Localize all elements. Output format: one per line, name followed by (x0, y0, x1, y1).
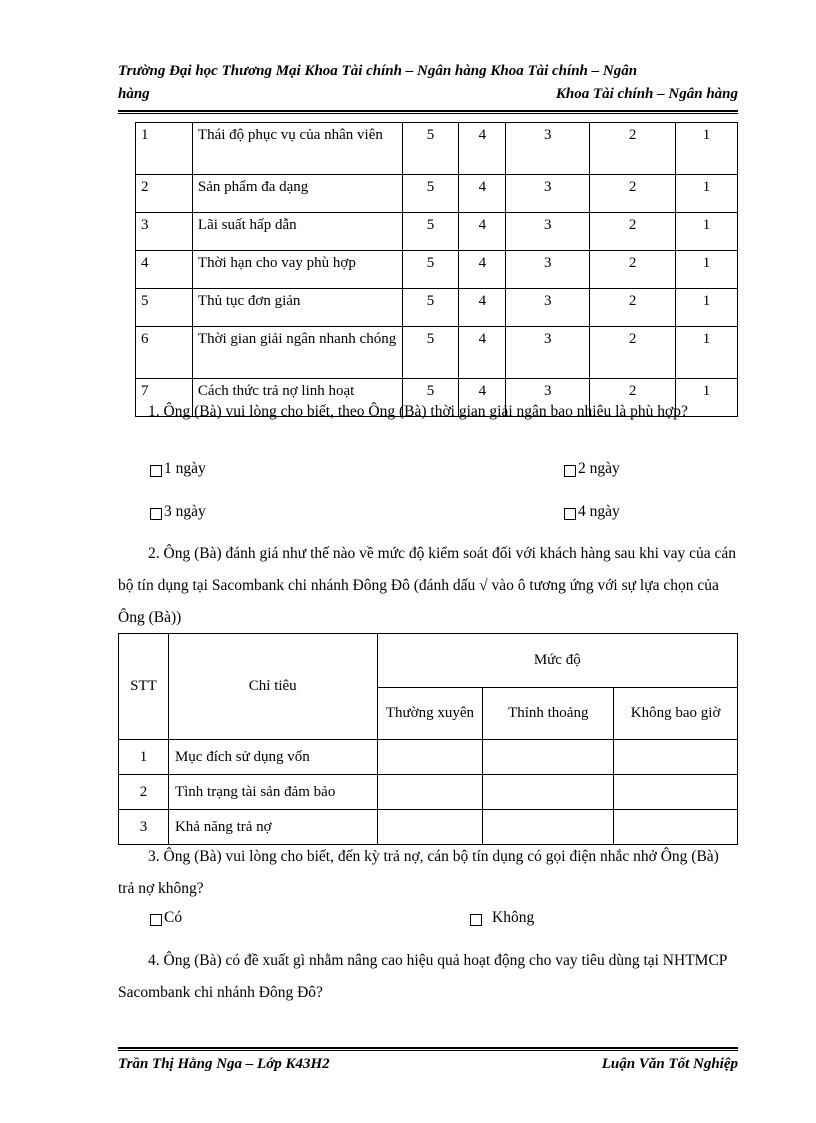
page-footer (118, 1056, 738, 1073)
score-cell[interactable]: 3 (506, 251, 590, 289)
score-cell[interactable]: 2 (590, 379, 676, 417)
table-row (119, 810, 738, 845)
answer-cell[interactable] (377, 775, 483, 810)
score-cell[interactable]: 5 (402, 213, 459, 251)
satisfaction-table (135, 122, 738, 417)
footer-rule-thin (118, 1050, 738, 1051)
score-cell[interactable]: 1 (676, 251, 738, 289)
answer-cell[interactable] (483, 810, 614, 845)
criterion-cell: Thời gian giải ngân nhanh chóng (192, 327, 402, 379)
checkbox-icon[interactable] (150, 465, 162, 477)
question-4: 4. Ông (Bà) có đề xuất gì nhằm nâng cao hiệu quả hoạt động cho vay tiêu dùng tại NHTMCP Sacombank chi nhánh Đông Đô? (118, 952, 727, 1001)
header-line-1: Trường Đại học Thương Mại Khoa Tài chính – Ngân hàng Khoa Tài chính – Ngân (118, 63, 638, 79)
score-cell[interactable]: 1 (676, 327, 738, 379)
criterion-cell: Thời hạn cho vay phù hợp (192, 251, 402, 289)
level-never: Không bao giờ (614, 688, 738, 740)
checkbox-icon[interactable] (564, 508, 576, 520)
row-number: 1 (119, 740, 169, 775)
checkbox-icon[interactable] (564, 465, 576, 477)
level-often: Thường xuyên (377, 688, 483, 740)
header-line-2-right: Khoa Tài chính – Ngân hàng (555, 86, 738, 102)
checkbox-icon[interactable] (150, 508, 162, 520)
score-cell[interactable]: 3 (506, 379, 590, 417)
score-cell[interactable]: 2 (590, 213, 676, 251)
criterion-cell: Khả năng trả nợ (168, 810, 377, 845)
checkbox-icon[interactable] (150, 914, 162, 926)
q3-option-no[interactable] (470, 909, 534, 927)
score-cell[interactable]: 1 (676, 213, 738, 251)
col-header-stt: STT (119, 634, 169, 740)
footer-title: Luận Văn Tốt Nghiệp (601, 1056, 738, 1072)
criterion-cell: Thủ tục đơn giản (192, 289, 402, 327)
header-line-2-left: hàng (118, 86, 150, 102)
answer-cell[interactable] (483, 740, 614, 775)
level-sometimes: Thỉnh thoảng (483, 688, 614, 740)
question-1: 1. Ông (Bà) vui lòng cho biết, theo Ông (Bà) thời gian giải ngân bao nhiêu là phù hợp? (148, 403, 688, 420)
score-cell[interactable]: 3 (506, 289, 590, 327)
score-cell[interactable]: 2 (590, 175, 676, 213)
score-cell[interactable]: 4 (459, 251, 506, 289)
row-number: 5 (136, 289, 193, 327)
score-cell[interactable]: 4 (459, 379, 506, 417)
table-row (119, 775, 738, 810)
score-cell[interactable]: 4 (459, 327, 506, 379)
col-header-criterion: Chỉ tiêu (168, 634, 377, 740)
header-rule-thin (118, 113, 738, 114)
row-number: 2 (136, 175, 193, 213)
header-rule (118, 110, 738, 112)
score-cell[interactable]: 4 (459, 289, 506, 327)
score-cell[interactable]: 3 (506, 123, 590, 175)
q1-option-4[interactable] (564, 503, 620, 521)
col-header-level: Mức độ (377, 634, 737, 688)
q1-option-4-label: 4 ngày (578, 503, 620, 520)
table-row (136, 213, 738, 251)
score-cell[interactable]: 3 (506, 213, 590, 251)
score-cell[interactable]: 1 (676, 379, 738, 417)
row-number: 7 (136, 379, 193, 417)
score-cell[interactable]: 5 (402, 123, 459, 175)
answer-cell[interactable] (483, 775, 614, 810)
answer-cell[interactable] (614, 775, 738, 810)
criterion-cell: Lãi suất hấp dẫn (192, 213, 402, 251)
table-row (136, 123, 738, 175)
score-cell[interactable]: 4 (459, 213, 506, 251)
criterion-cell: Tình trạng tài sản đảm bảo (168, 775, 377, 810)
row-number: 1 (136, 123, 193, 175)
control-level-table (118, 633, 738, 845)
answer-cell[interactable] (377, 740, 483, 775)
question-3: 3. Ông (Bà) vui lòng cho biết, đến kỳ trả nợ, cán bộ tín dụng có gọi điện nhắc nhở Ông (Bà) trả nợ không? (118, 848, 719, 897)
row-number: 4 (136, 251, 193, 289)
table-row (119, 740, 738, 775)
score-cell[interactable]: 2 (590, 251, 676, 289)
score-cell[interactable]: 4 (459, 123, 506, 175)
checkbox-icon[interactable] (470, 914, 482, 926)
criterion-cell: Mục đích sử dụng vốn (168, 740, 377, 775)
table-row (136, 289, 738, 327)
score-cell[interactable]: 1 (676, 289, 738, 327)
score-cell[interactable]: 5 (402, 251, 459, 289)
score-cell[interactable]: 1 (676, 175, 738, 213)
q3-option-yes[interactable] (150, 909, 182, 927)
score-cell[interactable]: 5 (402, 175, 459, 213)
q1-option-3-label: 3 ngày (164, 503, 206, 520)
q1-option-1[interactable] (150, 460, 206, 478)
score-cell[interactable]: 2 (590, 123, 676, 175)
score-cell[interactable]: 2 (590, 289, 676, 327)
q1-option-2[interactable] (564, 460, 620, 478)
criterion-cell: Thái độ phục vụ của nhân viên (192, 123, 402, 175)
table-row (136, 327, 738, 379)
q1-option-2-label: 2 ngày (578, 460, 620, 477)
answer-cell[interactable] (614, 740, 738, 775)
q3-option-yes-label: Có (164, 909, 183, 926)
q1-option-3[interactable] (150, 503, 206, 521)
row-number: 3 (119, 810, 169, 845)
score-cell[interactable]: 3 (506, 327, 590, 379)
table-row (136, 175, 738, 213)
table-row (136, 251, 738, 289)
row-number: 3 (136, 213, 193, 251)
page-header (118, 60, 738, 106)
score-cell[interactable]: 4 (459, 175, 506, 213)
score-cell[interactable]: 5 (402, 289, 459, 327)
score-cell[interactable]: 2 (590, 327, 676, 379)
score-cell[interactable]: 3 (506, 175, 590, 213)
row-number: 6 (136, 327, 193, 379)
footer-rule (118, 1047, 738, 1049)
criterion-cell: Sản phẩm đa dạng (192, 175, 402, 213)
q1-option-1-label: 1 ngày (164, 460, 206, 477)
question-2: 2. Ông (Bà) đánh giá như thế nào về mức độ kiểm soát đối với khách hàng sau khi vay của cán bộ tín dụng tại Sacombank chi nhánh Đông Đô (đánh dấu √ vào ô tương ứng với sự lựa chọn của Ông (Bà)) (118, 545, 737, 626)
footer-author: Trần Thị Hằng Nga – Lớp K43H2 (118, 1056, 330, 1072)
answer-cell[interactable] (377, 810, 483, 845)
score-cell[interactable]: 5 (402, 327, 459, 379)
q3-option-no-label: Không (492, 909, 535, 926)
criterion-cell: Cách thức trả nợ linh hoạt (192, 379, 402, 417)
answer-cell[interactable] (614, 810, 738, 845)
score-cell[interactable]: 5 (402, 379, 459, 417)
score-cell[interactable]: 1 (676, 123, 738, 175)
row-number: 2 (119, 775, 169, 810)
